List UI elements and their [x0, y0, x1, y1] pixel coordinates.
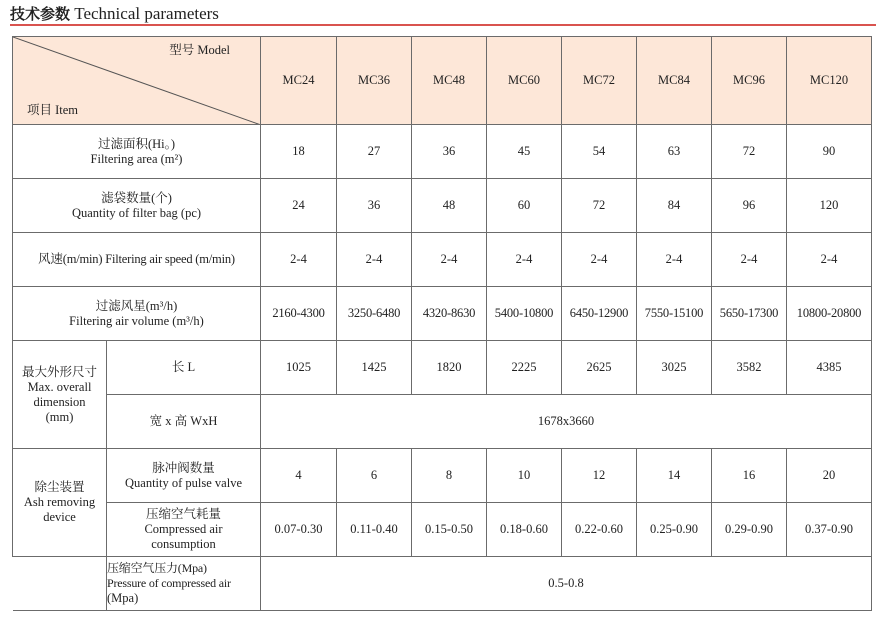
table-cell: 3582 — [712, 341, 787, 395]
model-header: MC60 — [487, 37, 562, 125]
pressure-label — [107, 557, 261, 611]
row-label — [13, 179, 261, 233]
table-cell: 63 — [637, 125, 712, 179]
table-cell: 45 — [487, 125, 562, 179]
table-cell: 96 — [712, 179, 787, 233]
label-en: Compressed air — [144, 522, 223, 536]
table-cell: 48 — [412, 179, 487, 233]
table-cell: 7550-15100 — [637, 287, 712, 341]
table-cell: 2225 — [487, 341, 562, 395]
table-cell: 1425 — [337, 341, 412, 395]
model-header: MC120 — [787, 37, 872, 125]
header-row — [13, 37, 872, 125]
table-row-filter-bag — [13, 179, 872, 233]
dimension-group-label — [13, 341, 107, 449]
row-label — [13, 125, 261, 179]
label-cn: 滤袋数量(个) — [101, 190, 172, 205]
label-en: consumption — [151, 537, 216, 551]
table-cell: 0.22-0.60 — [562, 503, 637, 557]
table-cell: 0.15-0.50 — [412, 503, 487, 557]
table-cell: 0.5-0.8 — [261, 557, 872, 611]
table-cell: 0.18-0.60 — [487, 503, 562, 557]
row-label — [13, 287, 261, 341]
table-cell: 1678x3660 — [261, 395, 872, 449]
table-cell: 3025 — [637, 341, 712, 395]
model-header: MC96 — [712, 37, 787, 125]
table-cell: 1820 — [412, 341, 487, 395]
model-header: MC36 — [337, 37, 412, 125]
length-label: 长 L — [107, 341, 261, 395]
label-en: Filtering area (m²) — [90, 151, 183, 166]
label-cn: 过滤风星(m³/h) — [95, 298, 178, 313]
table-cell: 0.07-0.30 — [261, 503, 337, 557]
table-cell: 90 — [787, 125, 872, 179]
label-en: dimension — [33, 394, 86, 409]
label-cn: 脉冲阀数量 — [152, 460, 215, 475]
label-en: Max. overall — [27, 379, 92, 394]
technical-parameters-table — [12, 36, 872, 611]
table-cell: 1025 — [261, 341, 337, 395]
table-cell: 16 — [712, 449, 787, 503]
table-cell: 6 — [337, 449, 412, 503]
table-row-length — [13, 341, 872, 395]
model-header: MC72 — [562, 37, 637, 125]
width-height-label: 宽 x 高 WxH — [107, 395, 261, 449]
table-cell: 0.11-0.40 — [337, 503, 412, 557]
table-cell: 2-4 — [787, 233, 872, 287]
table-cell: 14 — [637, 449, 712, 503]
label-en: Quantity of pulse valve — [125, 475, 242, 490]
table-cell: 0.37-0.90 — [787, 503, 872, 557]
table-cell: 4 — [261, 449, 337, 503]
label-en: Ash removing — [23, 495, 96, 509]
label-unit: (Mpa) — [107, 591, 139, 605]
table-cell: 20 — [787, 449, 872, 503]
table-cell: 2160-4300 — [261, 287, 337, 341]
header-diagonal-cell — [13, 37, 261, 125]
air-consumption-label — [107, 503, 261, 557]
table-cell: 72 — [712, 125, 787, 179]
item-label: 项目 Item — [27, 103, 79, 117]
label-unit: (mm) — [45, 409, 74, 424]
table-cell: 84 — [637, 179, 712, 233]
title-cn: 技术参数 — [10, 5, 71, 23]
table-cell: 2-4 — [337, 233, 412, 287]
table-cell: 24 — [261, 179, 337, 233]
table-cell: 2-4 — [261, 233, 337, 287]
model-header: MC48 — [412, 37, 487, 125]
table-cell: 2-4 — [487, 233, 562, 287]
table-cell: 5650-17300 — [712, 287, 787, 341]
label-en: Quantity of filter bag (pc) — [71, 205, 202, 220]
table-cell: 10 — [487, 449, 562, 503]
table-cell: 2625 — [562, 341, 637, 395]
table-cell: 72 — [562, 179, 637, 233]
page-title — [10, 3, 219, 24]
model-header: MC84 — [637, 37, 712, 125]
label-cn: 过滤面积(Hi。) — [97, 136, 176, 151]
title-underline — [10, 24, 876, 26]
table-cell: 2-4 — [562, 233, 637, 287]
table-cell: 0.25-0.90 — [637, 503, 712, 557]
table-cell: 2-4 — [412, 233, 487, 287]
table-cell: 4385 — [787, 341, 872, 395]
table-cell: 120 — [787, 179, 872, 233]
label-cn: 压缩空气压力(Mpa) — [107, 561, 207, 575]
label-en: Pressure of compressed air — [107, 576, 231, 590]
model-header: MC24 — [261, 37, 337, 125]
table-row-width-height — [13, 395, 872, 449]
table-cell: 27 — [337, 125, 412, 179]
table-row-air-consumption — [13, 503, 872, 557]
table-row-filtering-area — [13, 125, 872, 179]
table-cell: 12 — [562, 449, 637, 503]
table-cell: 60 — [487, 179, 562, 233]
model-label: 型号 Model — [169, 43, 230, 57]
label-en: device — [43, 510, 76, 524]
table-cell: 10800-20800 — [787, 287, 872, 341]
table-row-air-volume — [13, 287, 872, 341]
label-cn: 除尘装置 — [34, 480, 85, 494]
table-row-air-speed — [13, 233, 872, 287]
table-row-pressure — [13, 557, 872, 611]
label-en: Filtering air volume (m³/h) — [69, 313, 204, 328]
table-cell: 2-4 — [637, 233, 712, 287]
table-row-pulse-valve — [13, 449, 872, 503]
pulse-valve-label — [107, 449, 261, 503]
table-cell: 0.29-0.90 — [712, 503, 787, 557]
table-cell: 8 — [412, 449, 487, 503]
label-cn: 最大外形尺寸 — [21, 364, 97, 379]
table-cell: 36 — [412, 125, 487, 179]
table-cell: 54 — [562, 125, 637, 179]
table-cell: 5400-10800 — [487, 287, 562, 341]
label-cn: 压缩空气耗量 — [145, 507, 221, 521]
row-label: 风速(m/min) Filtering air speed (m/min) — [13, 233, 261, 287]
table-cell: 18 — [261, 125, 337, 179]
table-cell: 6450-12900 — [562, 287, 637, 341]
title-en: Technical parameters — [74, 4, 219, 23]
ash-removing-group-label — [13, 449, 107, 557]
table-cell: 4320-8630 — [412, 287, 487, 341]
table-cell: 3250-6480 — [337, 287, 412, 341]
table-cell: 2-4 — [712, 233, 787, 287]
table-cell: 36 — [337, 179, 412, 233]
